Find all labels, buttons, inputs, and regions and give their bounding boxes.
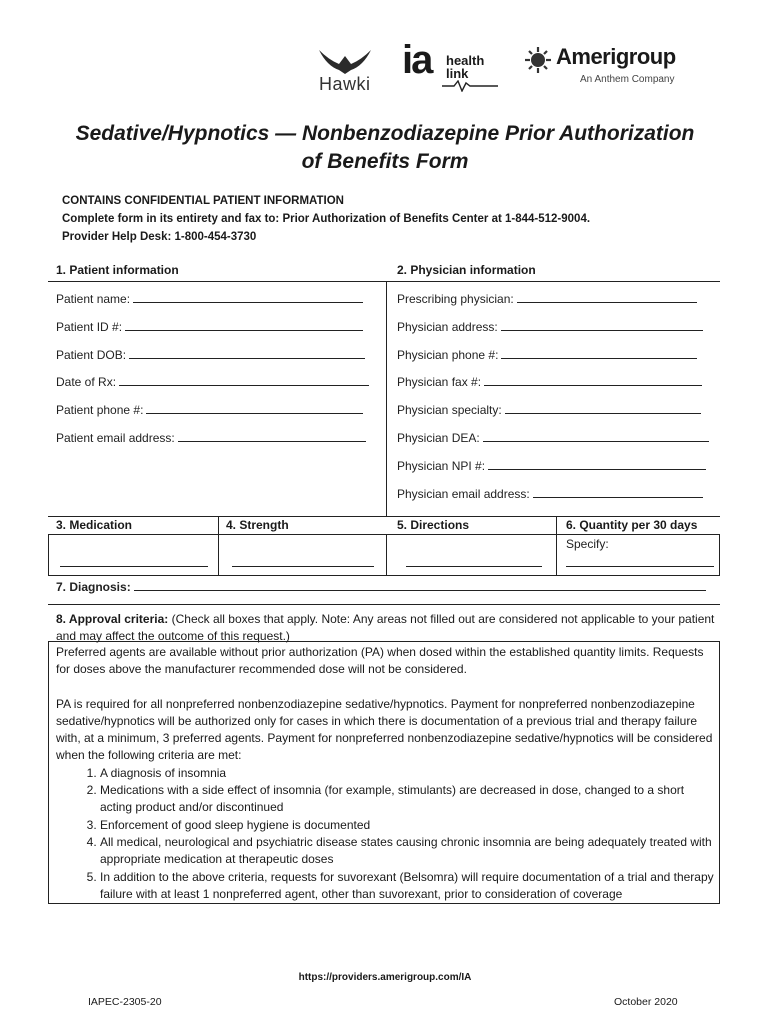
column-divider [386, 282, 387, 516]
amerigroup-wordmark: Amerigroup [556, 44, 676, 69]
approval-criteria-note: (Check all boxes that apply. Note: Any areas not filled out are considered not applicable to your patient and may affect the outcome of this request.) [56, 612, 715, 643]
quantity-specify-label: Specify: [566, 537, 609, 551]
medication-table [48, 534, 720, 576]
patient-dob-field[interactable] [56, 348, 365, 362]
patient-phone-field[interactable] [56, 403, 363, 417]
physician-fax-blank[interactable] [484, 375, 702, 386]
physician-phone-field[interactable] [397, 348, 697, 362]
physician-dea-label: Physician DEA: [397, 431, 480, 445]
hawki-wordmark: Hawki [319, 74, 371, 94]
physician-specialty-field[interactable] [397, 403, 701, 417]
helpdesk-line: Provider Help Desk: 1-800-454-3730 [62, 231, 257, 243]
patient-dob-blank[interactable] [129, 348, 365, 359]
criteria-content [56, 644, 716, 903]
patient-email-field[interactable] [56, 431, 366, 445]
physician-fax-field[interactable] [397, 375, 702, 389]
confidential-notice: CONTAINS CONFIDENTIAL PATIENT INFORMATION [62, 195, 344, 207]
date-of-rx-blank[interactable] [119, 375, 369, 386]
section-divider [48, 281, 720, 282]
form-date: October 2020 [614, 996, 678, 1008]
logo-bar [0, 38, 770, 97]
anthem-tagline: An Anthem Company [580, 74, 675, 85]
physician-phone-label: Physician phone #: [397, 348, 499, 362]
physician-npi-label: Physician NPI #: [397, 459, 486, 473]
intro-block [62, 192, 590, 246]
physician-address-blank[interactable] [501, 320, 703, 331]
physician-email-blank[interactable] [533, 487, 703, 498]
physician-address-field[interactable] [397, 320, 703, 334]
link-word: link [446, 66, 469, 81]
quantity-blank[interactable] [566, 556, 714, 567]
diagnosis-field[interactable] [56, 580, 706, 594]
ia-health-link-logo [402, 38, 502, 94]
approval-criteria-intro [56, 611, 716, 645]
medication-header: 3. Medication [56, 518, 133, 532]
form-title-line-1: Sedative/Hypnotics — Nonbenzodiazepine Prior Authorization [75, 122, 695, 145]
directions-header: 5. Directions [397, 518, 470, 532]
criteria-item: 4. All medical, neurological and psychiatric disease states causing chronic insomnia are being adequately treated with appropriate medication at therapeutic doses [100, 834, 716, 869]
patient-name-label: Patient name: [56, 292, 131, 306]
patient-id-label: Patient ID #: [56, 320, 123, 334]
health-link-wordmark [446, 54, 484, 80]
section-divider [48, 604, 720, 605]
physician-email-label: Physician email address: [397, 487, 530, 501]
strength-blank[interactable] [232, 556, 374, 567]
physician-phone-blank[interactable] [501, 348, 697, 359]
physician-specialty-label: Physician specialty: [397, 403, 502, 417]
prescribing-physician-blank[interactable] [517, 292, 697, 303]
prescribing-physician-field[interactable] [397, 292, 697, 306]
physician-address-label: Physician address: [397, 320, 498, 334]
physician-email-field[interactable] [397, 487, 703, 501]
directions-blank[interactable] [406, 556, 542, 567]
form-code: IAPEC-2305-20 [88, 996, 162, 1008]
physician-npi-blank[interactable] [488, 459, 706, 470]
diagnosis-label: 7. Diagnosis: [56, 580, 131, 594]
physician-fax-label: Physician fax #: [397, 375, 482, 389]
strength-header: 4. Strength [226, 518, 289, 532]
patient-id-field[interactable] [56, 320, 363, 334]
patient-email-blank[interactable] [178, 431, 366, 442]
form-title [60, 120, 710, 176]
diagnosis-blank[interactable] [134, 580, 706, 591]
physician-specialty-blank[interactable] [505, 403, 701, 414]
health-word: health [446, 53, 485, 68]
footer-url: https://providers.amerigroup.com/IA [298, 972, 472, 983]
hawk-bird-icon [315, 46, 375, 76]
patient-name-field[interactable] [56, 292, 363, 306]
pulse-line-icon [442, 80, 498, 92]
patient-email-label: Patient email address: [56, 431, 175, 445]
section-divider [48, 516, 720, 517]
physician-dea-blank[interactable] [483, 431, 709, 442]
form-title-line-2: of Benefits Form [301, 150, 469, 173]
ia-wordmark: ia [402, 38, 432, 82]
physician-npi-field[interactable] [397, 459, 706, 473]
medication-blank[interactable] [60, 556, 208, 567]
criteria-list [56, 765, 716, 903]
fax-instructions: Complete form in its entirety and fax to: Prior Authorization of Benefits Center at 1-844-512-9004. [62, 213, 591, 225]
amerigroup-logo [524, 44, 694, 94]
criteria-item: 2. Medications with a side effect of insomnia (for example, stimulants) are decreased in dose, changed to a short acting product and/or discontinued [100, 782, 716, 817]
criteria-item: 5. In addition to the above criteria, requests for suvorexant (Belsomra) will require documentation of a trial and therapy failure with at least 1 nonpreferred agent, other than suvorexant, prior to consideration of coverage [100, 869, 716, 904]
criteria-item: 3. Enforcement of good sleep hygiene is documented [100, 817, 716, 834]
patient-phone-label: Patient phone #: [56, 403, 144, 417]
column-divider [556, 534, 557, 576]
column-divider [218, 534, 219, 576]
patient-name-blank[interactable] [133, 292, 363, 303]
prescribing-physician-label: Prescribing physician: [397, 292, 514, 306]
physician-section-header: 2. Physician information [397, 263, 536, 277]
patient-id-blank[interactable] [125, 320, 363, 331]
patient-section-header: 1. Patient information [56, 263, 179, 277]
date-of-rx-field[interactable] [56, 375, 369, 389]
patient-phone-blank[interactable] [146, 403, 363, 414]
column-divider [386, 534, 387, 576]
approval-criteria-label: 8. Approval criteria: [56, 612, 169, 626]
criteria-paragraph-2: PA is required for all nonpreferred nonbenzodiazepine sedative/hypnotics. Payment for nonpreferred nonbenzodiazepine sedative/hypnotics will be authorized only for cases in which there is documentation of a previous trial and therapy failure with, at a minimum, 3 preferred agents. Payment for nonpreferred nonbenzodiazepine sedative/hypnotics will be considered when the following criteria are met: [56, 696, 713, 763]
amerigroup-burst-icon [524, 46, 552, 74]
physician-dea-field[interactable] [397, 431, 709, 445]
patient-dob-label: Patient DOB: [56, 348, 127, 362]
hawki-logo [315, 46, 375, 96]
criteria-item: 1. A diagnosis of insomnia [100, 765, 716, 782]
quantity-header: 6. Quantity per 30 days [566, 518, 698, 532]
date-of-rx-label: Date of Rx: [56, 375, 117, 389]
criteria-paragraph-1: Preferred agents are available without prior authorization (PA) when dosed within the established quantity limits. Requests for doses above the manufacturer recommended dose will not be considered. [56, 645, 704, 677]
